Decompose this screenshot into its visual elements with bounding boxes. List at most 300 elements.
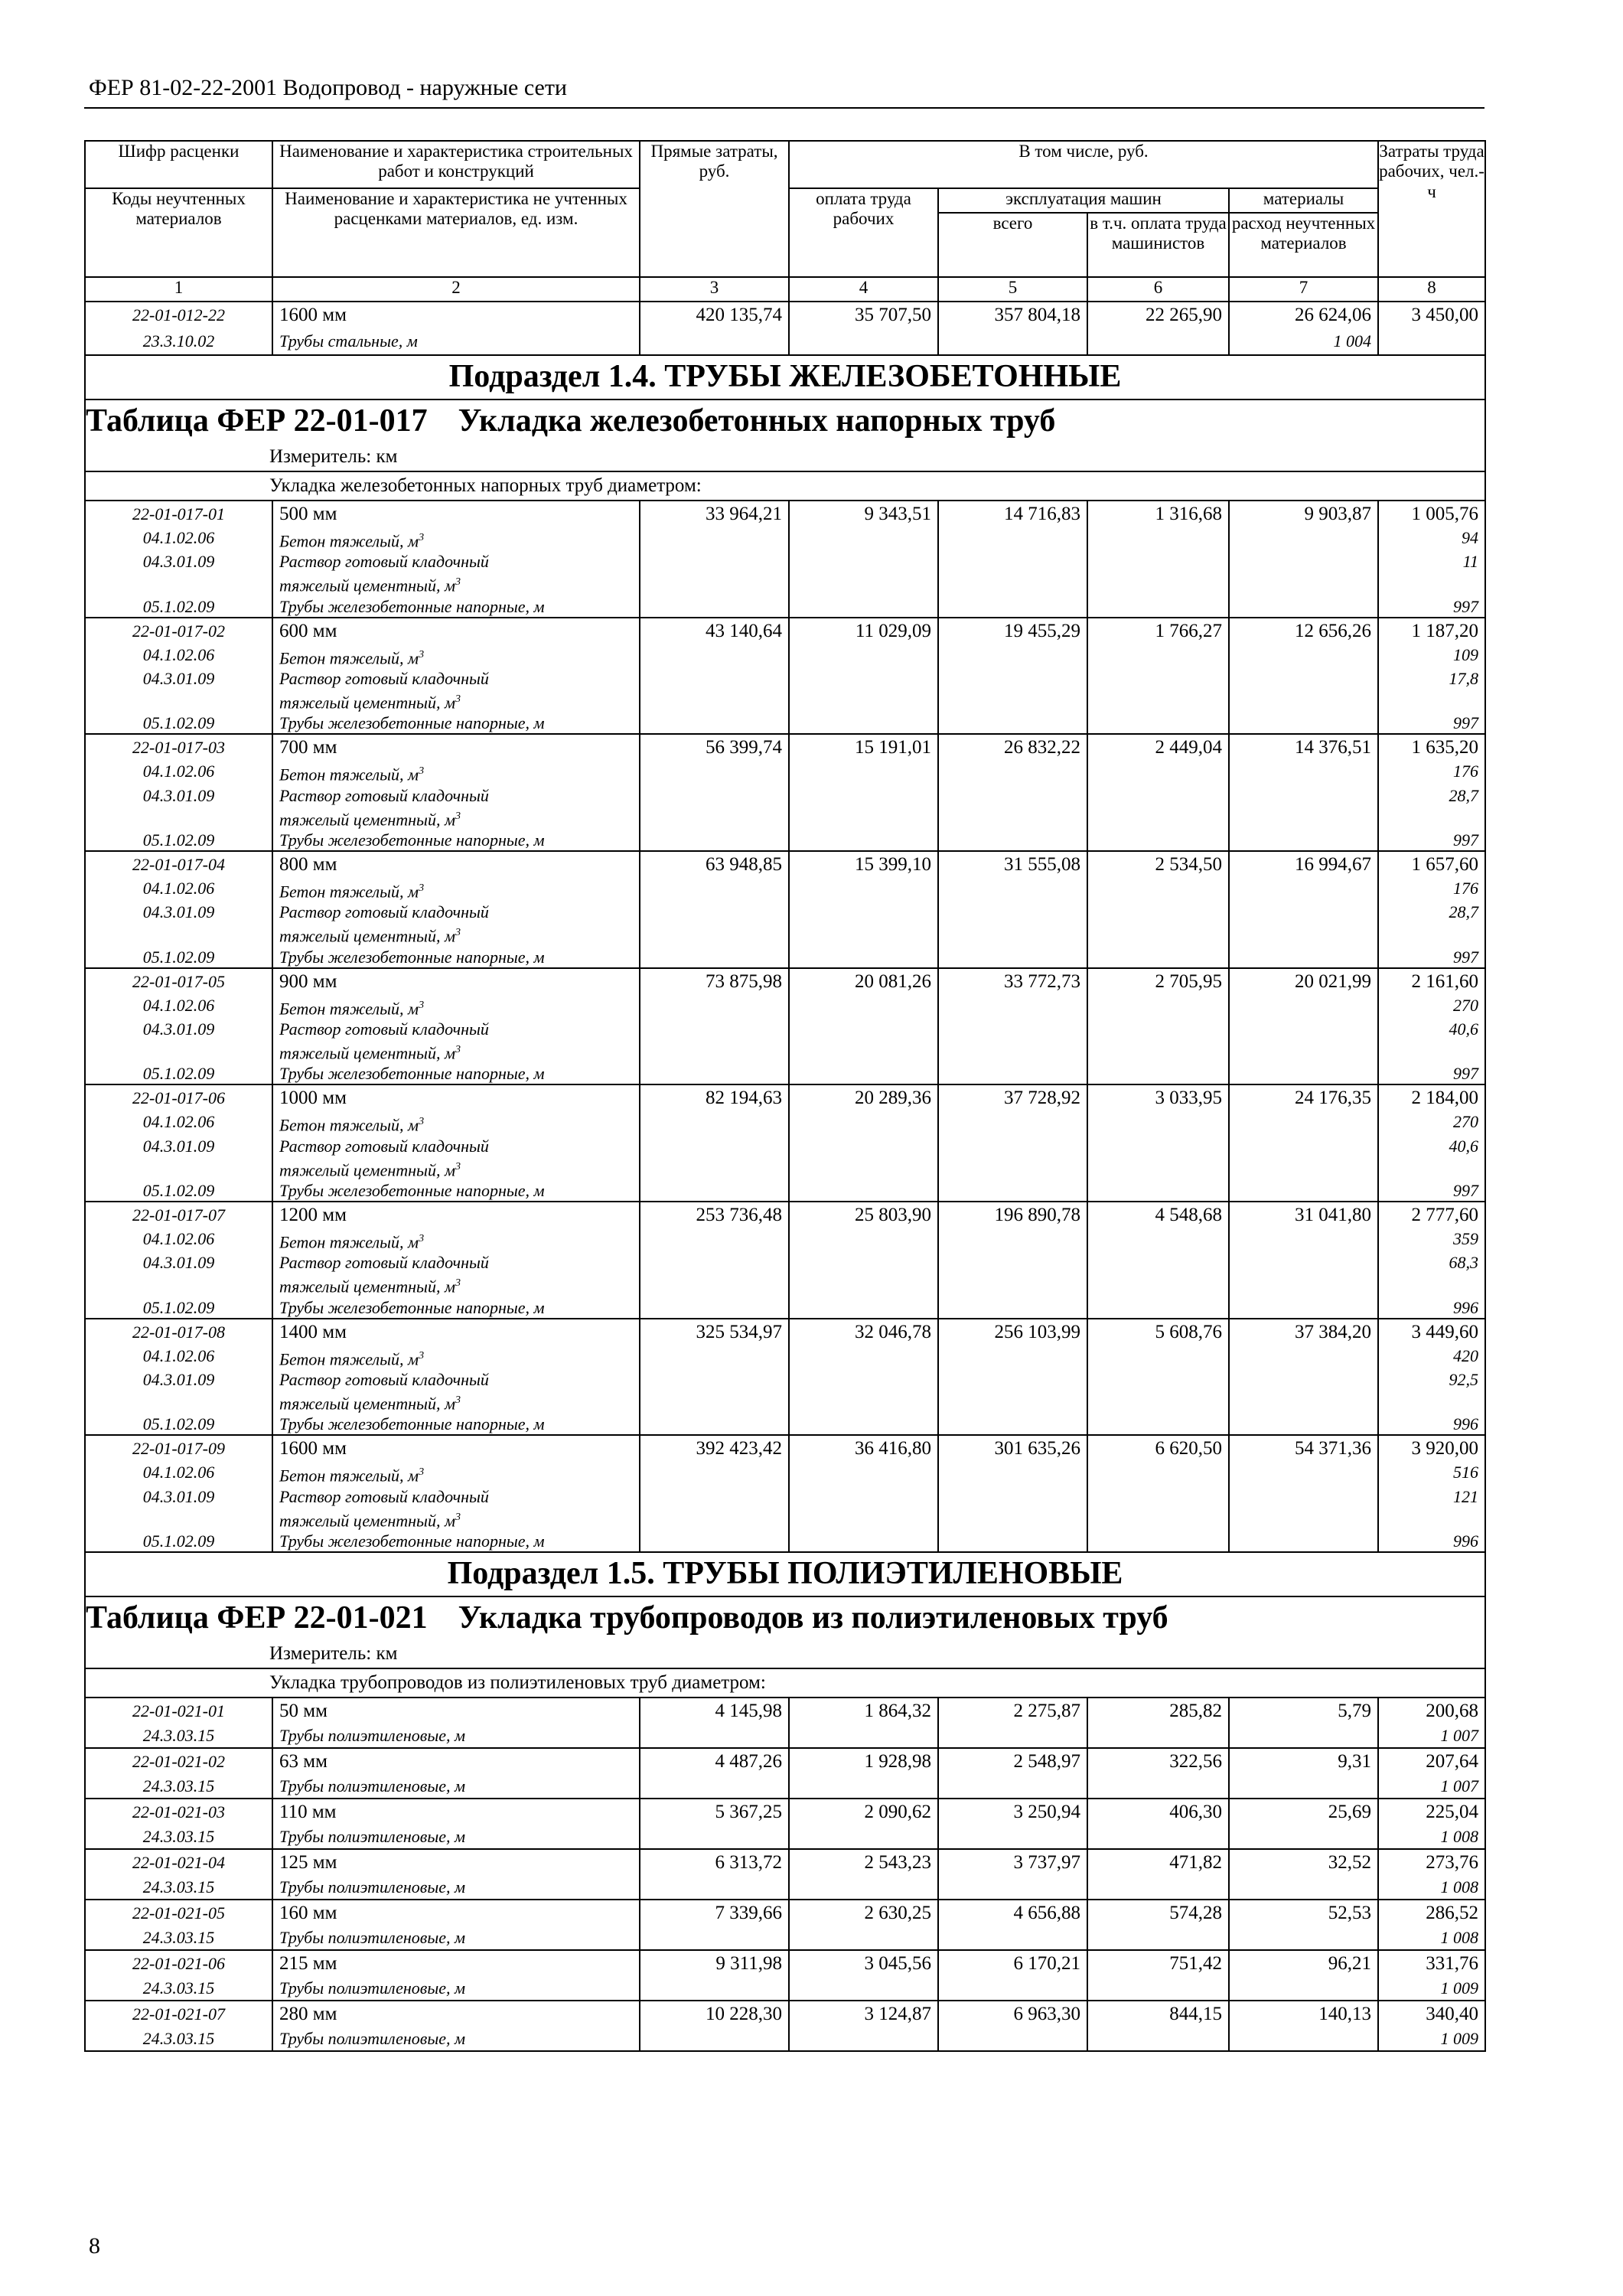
labor-hours: 340,40 [1378, 2001, 1485, 2027]
colnum: 2 [272, 277, 640, 302]
cube-sup: 3 [419, 1349, 425, 1362]
table-title [85, 1596, 1485, 1640]
material-qty: 1 009 [1378, 2027, 1485, 2051]
material-name: Трубы железобетонные напорные, м [272, 596, 640, 618]
rate-row [85, 1084, 1485, 1111]
material-name: Раствор готовый кладочный [272, 1369, 640, 1390]
colnum: 8 [1378, 277, 1485, 302]
machines-cost: 26 832,22 [938, 734, 1087, 761]
material-name: Трубы железобетонные напорные, м [272, 830, 640, 851]
material-name [272, 995, 640, 1019]
rate-name: 700 мм [272, 734, 640, 761]
operators-cost: 4 548,68 [1087, 1202, 1229, 1228]
material-qty: 997 [1378, 1063, 1485, 1084]
labor-hours: 1 635,20 [1378, 734, 1485, 761]
subsection-title [85, 355, 1485, 400]
material-qty: 1 004 [1229, 328, 1378, 355]
material-qty: 28,7 [1378, 902, 1485, 922]
operators-cost: 1 316,68 [1087, 501, 1229, 527]
labor-cost: 20 081,26 [789, 968, 938, 995]
header-mat-name: Наименование и характеристика не учтенных расценками материалов, ед. изм. [272, 188, 640, 277]
machines-cost: 14 716,83 [938, 501, 1087, 527]
material-qty: 1 007 [1378, 1724, 1485, 1748]
cube-sup: 3 [455, 1043, 461, 1055]
material-row [85, 1180, 1485, 1202]
material-name [272, 644, 640, 668]
material-name-text: тяжелый цементный, м [279, 926, 455, 946]
labor-cost: 2 543,23 [789, 1849, 938, 1876]
material-name [272, 1228, 640, 1252]
rate-code: 22-01-021-06 [85, 1950, 272, 1977]
rate-name: 1600 мм [272, 302, 640, 328]
labor-cost: 20 289,36 [789, 1084, 938, 1111]
rate-row [85, 1900, 1485, 1926]
material-code: 24.3.03.15 [85, 1724, 272, 1748]
machines-cost: 256 103,99 [938, 1319, 1087, 1345]
rate-name: 600 мм [272, 618, 640, 644]
machines-cost: 19 455,29 [938, 618, 1087, 644]
materials-cost: 140,13 [1229, 2001, 1378, 2027]
material-row [85, 1369, 1485, 1390]
rate-name: 900 мм [272, 968, 640, 995]
cube-sup: 3 [419, 882, 425, 894]
material-code: 05.1.02.09 [85, 713, 272, 734]
materials-cost: 26 624,06 [1229, 302, 1378, 328]
material-code: 05.1.02.09 [85, 1180, 272, 1202]
meter-row [85, 443, 1485, 471]
material-row [85, 527, 1485, 551]
cube-sup: 3 [455, 1511, 461, 1523]
materials-cost: 96,21 [1229, 1950, 1378, 1977]
cube-sup: 3 [455, 927, 461, 939]
colnum: 7 [1229, 277, 1378, 302]
material-name: Трубы железобетонные напорные, м [272, 1063, 640, 1084]
material-row [85, 1876, 1485, 1900]
material-qty: 996 [1378, 1531, 1485, 1552]
labor-cost: 1 864,32 [789, 1698, 938, 1724]
material-name-text: тяжелый цементный, м [279, 1159, 455, 1179]
direct-cost: 82 194,63 [640, 1084, 789, 1111]
rate-row [85, 1698, 1485, 1724]
material-name: Трубы железобетонные напорные, м [272, 947, 640, 968]
material-name: Трубы железобетонные напорные, м [272, 1414, 640, 1435]
material-name-text: тяжелый цементный, м [279, 1277, 455, 1296]
rate-row [85, 734, 1485, 761]
direct-cost: 253 736,48 [640, 1202, 789, 1228]
operators-cost: 5 608,76 [1087, 1319, 1229, 1345]
material-row [85, 1019, 1485, 1039]
material-name: Трубы железобетонные напорные, м [272, 713, 640, 734]
material-code: 04.1.02.06 [85, 644, 272, 668]
material-name-text: тяжелый цементный, м [279, 1510, 455, 1530]
direct-cost: 43 140,64 [640, 618, 789, 644]
material-row [85, 830, 1485, 851]
material-name [272, 572, 640, 595]
materials-cost: 54 371,36 [1229, 1435, 1378, 1462]
subsection-title [85, 1552, 1485, 1596]
labor-cost: 3 124,87 [789, 2001, 938, 2027]
material-name [272, 1156, 640, 1180]
material-row [85, 785, 1485, 806]
meter-label: Измеритель: км [85, 443, 1485, 471]
material-code: 24.3.03.15 [85, 1825, 272, 1849]
material-name-text: Бетон тяжелый, м [279, 1232, 419, 1252]
operators-cost: 285,82 [1087, 1698, 1229, 1724]
operators-cost: 3 033,95 [1087, 1084, 1229, 1111]
material-name-text: Бетон тяжелый, м [279, 647, 419, 667]
cube-sup: 3 [455, 810, 461, 822]
material-qty: 17,8 [1378, 668, 1485, 689]
material-row-cont [85, 806, 1485, 830]
material-row [85, 1825, 1485, 1849]
rate-code: 22-01-021-05 [85, 1900, 272, 1926]
rate-name: 63 мм [272, 1748, 640, 1775]
rate-code: 22-01-021-02 [85, 1748, 272, 1775]
rate-code: 22-01-017-01 [85, 501, 272, 527]
subsection-heading: Подраздел 1.4. ТРУБЫ ЖЕЛЕЗОБЕТОННЫЕ [85, 355, 1485, 400]
material-row [85, 878, 1485, 902]
material-name [272, 1273, 640, 1296]
rate-row [85, 1950, 1485, 1977]
material-name-text: тяжелый цементный, м [279, 1043, 455, 1063]
lead-row [85, 471, 1485, 501]
labor-hours: 286,52 [1378, 1900, 1485, 1926]
rate-code: 22-01-021-04 [85, 1849, 272, 1876]
material-row [85, 1926, 1485, 1950]
material-name-text: Бетон тяжелый, м [279, 1115, 419, 1135]
material-code: 23.3.10.02 [85, 328, 272, 355]
material-code: 24.3.03.15 [85, 1876, 272, 1900]
machines-cost: 33 772,73 [938, 968, 1087, 995]
colnum: 5 [938, 277, 1087, 302]
rate-row [85, 1849, 1485, 1876]
table-label: Таблица ФЕР 22-01-021 [86, 1600, 428, 1636]
colnum: 4 [789, 277, 938, 302]
header-materials: материалы [1229, 188, 1378, 213]
material-name: Раствор готовый кладочный [272, 902, 640, 922]
operators-cost: 322,56 [1087, 1748, 1229, 1775]
rate-row [85, 1319, 1485, 1345]
material-name: Трубы железобетонные напорные, м [272, 1297, 640, 1319]
material-qty: 997 [1378, 713, 1485, 734]
material-row [85, 1228, 1485, 1252]
colnum: 1 [85, 277, 272, 302]
material-qty: 359 [1378, 1228, 1485, 1252]
direct-cost: 4 145,98 [640, 1698, 789, 1724]
direct-cost: 325 534,97 [640, 1319, 789, 1345]
direct-cost: 33 964,21 [640, 501, 789, 527]
material-name: Раствор готовый кладочный [272, 1136, 640, 1156]
machines-cost: 37 728,92 [938, 1084, 1087, 1111]
machines-cost: 2 548,97 [938, 1748, 1087, 1775]
lead-row [85, 1668, 1485, 1698]
rate-name: 215 мм [272, 1950, 640, 1977]
material-name [272, 878, 640, 902]
materials-cost: 24 176,35 [1229, 1084, 1378, 1111]
material-row [85, 2027, 1485, 2051]
direct-cost: 56 399,74 [640, 734, 789, 761]
material-qty: 68,3 [1378, 1252, 1485, 1273]
material-qty: 996 [1378, 1414, 1485, 1435]
direct-cost: 392 423,42 [640, 1435, 789, 1462]
material-row [85, 1486, 1485, 1507]
operators-cost: 1 766,27 [1087, 618, 1229, 644]
material-row-cont [85, 1273, 1485, 1296]
machines-cost: 3 737,97 [938, 1849, 1087, 1876]
material-qty: 997 [1378, 1180, 1485, 1202]
material-row-cont [85, 1507, 1485, 1531]
material-code: 05.1.02.09 [85, 1531, 272, 1552]
machines-cost: 2 275,87 [938, 1698, 1087, 1724]
material-row [85, 1775, 1485, 1799]
material-code: 04.3.01.09 [85, 1019, 272, 1039]
direct-cost: 6 313,72 [640, 1849, 789, 1876]
rate-row [85, 1202, 1485, 1228]
material-code: 04.3.01.09 [85, 902, 272, 922]
material-name [272, 1462, 640, 1486]
material-row [85, 761, 1485, 784]
cube-sup: 3 [419, 532, 425, 543]
meter-label: Измеритель: км [85, 1640, 1485, 1668]
cube-sup: 3 [419, 1116, 425, 1128]
rate-name: 1600 мм [272, 1435, 640, 1462]
material-code: 04.1.02.06 [85, 761, 272, 784]
material-row-cont [85, 1390, 1485, 1414]
rate-name: 110 мм [272, 1799, 640, 1825]
labor-hours: 1 187,20 [1378, 618, 1485, 644]
material-code: 05.1.02.09 [85, 1414, 272, 1435]
material-name-text: Бетон тяжелый, м [279, 1349, 419, 1368]
rate-code: 22-01-017-02 [85, 618, 272, 644]
labor-hours: 331,76 [1378, 1950, 1485, 1977]
operators-cost: 6 620,50 [1087, 1435, 1229, 1462]
materials-cost: 9,31 [1229, 1748, 1378, 1775]
cube-sup: 3 [419, 1232, 425, 1244]
operators-cost: 406,30 [1087, 1799, 1229, 1825]
materials-cost: 20 021,99 [1229, 968, 1378, 995]
material-qty: 1 007 [1378, 1775, 1485, 1799]
header-name: Наименование и характеристика строительных работ и конструкций [272, 141, 640, 188]
operators-cost: 22 265,90 [1087, 302, 1229, 328]
material-row-cont [85, 689, 1485, 713]
material-row [85, 668, 1485, 689]
header-unaccounted: расход неучтенных материалов [1229, 213, 1378, 277]
cube-sup: 3 [455, 1394, 461, 1406]
material-name-text: тяжелый цементный, м [279, 693, 455, 713]
table-heading [85, 1596, 1485, 1640]
material-row [85, 1063, 1485, 1084]
material-name: Трубы железобетонные напорные, м [272, 1531, 640, 1552]
material-name: Трубы стальные, м [272, 328, 640, 355]
header-rule [84, 107, 1484, 109]
labor-hours: 3 920,00 [1378, 1435, 1485, 1462]
material-name: Раствор готовый кладочный [272, 1252, 640, 1273]
material-row [85, 1252, 1485, 1273]
material-qty: 121 [1378, 1486, 1485, 1507]
material-name: Раствор готовый кладочный [272, 1019, 640, 1039]
material-qty: 109 [1378, 644, 1485, 668]
labor-cost: 25 803,90 [789, 1202, 938, 1228]
material-name: Трубы полиэтиленовые, м [272, 1876, 640, 1900]
material-qty: 1 008 [1378, 1926, 1485, 1950]
material-qty: 270 [1378, 995, 1485, 1019]
machines-cost: 357 804,18 [938, 302, 1087, 328]
material-name: Трубы полиэтиленовые, м [272, 1825, 640, 1849]
material-name [272, 761, 640, 784]
material-name-text: Бетон тяжелый, м [279, 882, 419, 902]
cube-sup: 3 [419, 999, 425, 1011]
material-row [85, 1414, 1485, 1435]
labor-cost: 2 630,25 [789, 1900, 938, 1926]
rate-code: 22-01-017-08 [85, 1319, 272, 1345]
header-operators: в т.ч. оплата труда машинистов [1087, 213, 1229, 277]
labor-cost: 15 191,01 [789, 734, 938, 761]
material-code: 04.1.02.06 [85, 878, 272, 902]
colnum: 6 [1087, 277, 1229, 302]
material-qty: 997 [1378, 947, 1485, 968]
material-code: 04.1.02.06 [85, 1111, 272, 1135]
material-name-text: Бетон тяжелый, м [279, 531, 419, 551]
material-qty: 1 009 [1378, 1977, 1485, 2001]
material-name: Трубы полиэтиленовые, м [272, 1775, 640, 1799]
carryover-material-row [85, 328, 1485, 355]
labor-hours: 273,76 [1378, 1849, 1485, 1876]
operators-cost: 844,15 [1087, 2001, 1229, 2027]
material-qty: 420 [1378, 1345, 1485, 1369]
material-row [85, 1462, 1485, 1486]
table-heading [85, 400, 1485, 443]
running-title: ФЕР 81-02-22-2001 Водопровод - наружные сети [89, 75, 567, 100]
rate-row [85, 1748, 1485, 1775]
material-qty: 997 [1378, 830, 1485, 851]
material-name-text: тяжелый цементный, м [279, 1394, 455, 1414]
material-code: 24.3.03.15 [85, 1926, 272, 1950]
labor-cost: 9 343,51 [789, 501, 938, 527]
machines-cost: 196 890,78 [938, 1202, 1087, 1228]
materials-cost: 14 376,51 [1229, 734, 1378, 761]
header-code: Шифр расценки [85, 141, 272, 188]
material-name [272, 1390, 640, 1414]
material-qty: 11 [1378, 551, 1485, 572]
direct-cost: 4 487,26 [640, 1748, 789, 1775]
machines-cost: 6 963,30 [938, 2001, 1087, 2027]
direct-cost: 63 948,85 [640, 851, 789, 878]
header-labor: оплата труда рабочих [789, 188, 938, 277]
meter-row [85, 1640, 1485, 1668]
labor-hours: 3 450,00 [1378, 302, 1485, 328]
labor-hours: 225,04 [1378, 1799, 1485, 1825]
material-name [272, 1039, 640, 1063]
material-qty: 997 [1378, 596, 1485, 618]
material-name: Трубы полиэтиленовые, м [272, 1724, 640, 1748]
material-qty: 40,6 [1378, 1136, 1485, 1156]
material-row [85, 1111, 1485, 1135]
material-name [272, 1111, 640, 1135]
materials-cost: 9 903,87 [1229, 501, 1378, 527]
material-code: 05.1.02.09 [85, 830, 272, 851]
material-code: 04.1.02.06 [85, 527, 272, 551]
table-title [85, 400, 1485, 443]
lead-text: Укладка трубопроводов из полиэтиленовых труб диаметром: [85, 1668, 1485, 1698]
table-label: Таблица ФЕР 22-01-017 [86, 403, 428, 439]
material-row-cont [85, 1039, 1485, 1063]
rate-code: 22-01-021-01 [85, 1698, 272, 1724]
direct-cost: 9 311,98 [640, 1950, 789, 1977]
material-name [272, 1345, 640, 1369]
labor-cost: 11 029,09 [789, 618, 938, 644]
rate-code: 22-01-017-09 [85, 1435, 272, 1462]
rate-name: 280 мм [272, 2001, 640, 2027]
material-code: 04.3.01.09 [85, 551, 272, 572]
material-qty: 40,6 [1378, 1019, 1485, 1039]
labor-cost: 35 707,50 [789, 302, 938, 328]
material-code: 04.3.01.09 [85, 1369, 272, 1390]
materials-cost: 12 656,26 [1229, 618, 1378, 644]
labor-hours: 1 657,60 [1378, 851, 1485, 878]
material-row [85, 995, 1485, 1019]
material-name-text: Бетон тяжелый, м [279, 765, 419, 784]
header-mat-code: Коды неучтенных материалов [85, 188, 272, 277]
direct-cost: 10 228,30 [640, 2001, 789, 2027]
material-name: Трубы полиэтиленовые, м [272, 1926, 640, 1950]
rate-code: 22-01-017-07 [85, 1202, 272, 1228]
material-name [272, 689, 640, 713]
material-row-cont [85, 1156, 1485, 1180]
materials-cost: 32,52 [1229, 1849, 1378, 1876]
material-name-text: Бетон тяжелый, м [279, 1466, 419, 1486]
price-table [84, 140, 1486, 2052]
material-name [272, 806, 640, 830]
material-row-cont [85, 572, 1485, 595]
table-name: Укладка железобетонных напорных труб [458, 403, 1056, 439]
machines-cost: 31 555,08 [938, 851, 1087, 878]
material-code: 04.3.01.09 [85, 668, 272, 689]
material-code: 24.3.03.15 [85, 1977, 272, 2001]
materials-cost: 25,69 [1229, 1799, 1378, 1825]
material-code: 05.1.02.09 [85, 596, 272, 618]
rate-row [85, 968, 1485, 995]
material-name [272, 922, 640, 946]
material-row [85, 1724, 1485, 1748]
operators-cost: 2 449,04 [1087, 734, 1229, 761]
material-qty: 1 008 [1378, 1876, 1485, 1900]
rate-row [85, 1799, 1485, 1825]
material-row [85, 1297, 1485, 1319]
machines-cost: 3 250,94 [938, 1799, 1087, 1825]
labor-hours: 1 005,76 [1378, 501, 1485, 527]
rate-row [85, 618, 1485, 644]
direct-cost: 420 135,74 [640, 302, 789, 328]
direct-cost: 7 339,66 [640, 1900, 789, 1926]
material-code: 04.3.01.09 [85, 1252, 272, 1273]
header-machines-all: всего [938, 213, 1087, 277]
materials-cost: 5,79 [1229, 1698, 1378, 1724]
machines-cost: 4 656,88 [938, 1900, 1087, 1926]
material-qty: 176 [1378, 761, 1485, 784]
labor-cost: 36 416,80 [789, 1435, 938, 1462]
material-name: Раствор готовый кладочный [272, 551, 640, 572]
material-row [85, 1136, 1485, 1156]
direct-cost: 73 875,98 [640, 968, 789, 995]
rate-row [85, 501, 1485, 527]
material-row [85, 1977, 1485, 2001]
header-hours: Затраты труда рабочих, чел.-ч [1378, 141, 1485, 277]
rate-name: 1200 мм [272, 1202, 640, 1228]
labor-cost: 32 046,78 [789, 1319, 938, 1345]
labor-cost: 2 090,62 [789, 1799, 938, 1825]
labor-hours: 3 449,60 [1378, 1319, 1485, 1345]
material-code: 04.1.02.06 [85, 1462, 272, 1486]
